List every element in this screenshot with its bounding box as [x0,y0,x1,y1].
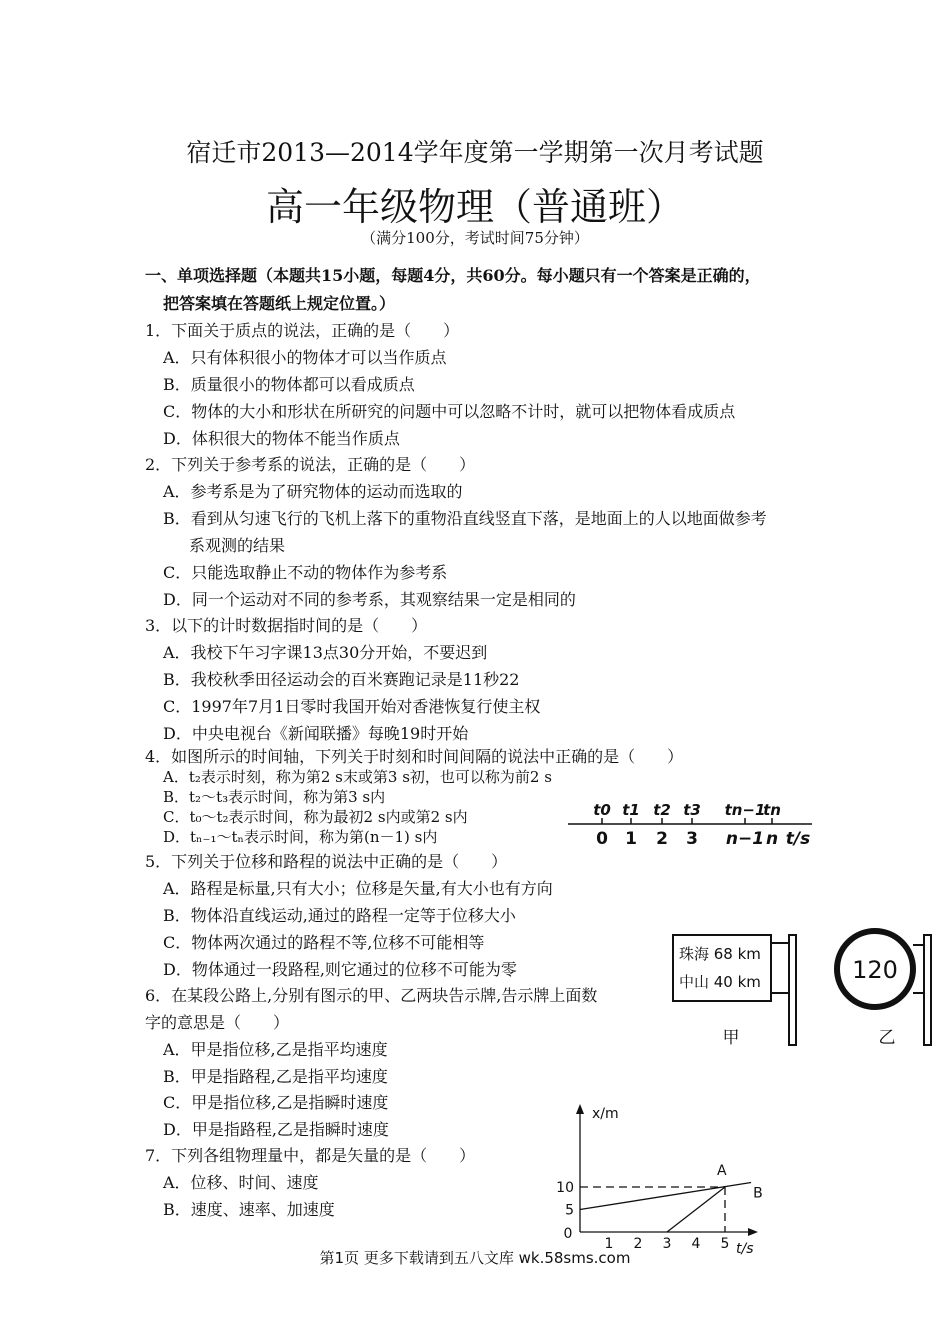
x-tick-label: 4 [691,1236,701,1252]
question-2-stem: 2．下列关于参考系的说法，正确的是（ ） [145,455,476,474]
question-1-option-a: A．只有体积很小的物体才可以当作质点 [163,348,447,367]
question-5-stem: 5．下列关于位移和路程的说法中正确的是（ ） [145,852,508,871]
timeline-top-label: tn [763,801,781,819]
y-axis-arrow [576,1104,584,1114]
question-6-stem-line2: 字的意思是（ ） [145,1013,290,1032]
sign-jia-line1: 珠海 68 km [679,945,761,963]
question-7-stem: 7．下列各组物理量中，都是矢量的是（ ） [145,1146,476,1165]
road-signs-figure [665,925,940,1055]
page-footer: 第1页 更多下载请到五八文库 wk.58sms.com [319,1249,631,1267]
timeline-top-label: t1 [622,801,640,819]
series-label-a: A [717,1163,727,1179]
question-6-option-b: B．甲是指路程,乙是指平均速度 [163,1067,388,1086]
question-4-option-c: C．t₀～t₂表示时间，称为最初2 s内或第2 s内 [163,808,468,826]
question-5-option-d: D．物体通过一段路程,则它通过的位移不可能为零 [163,960,517,979]
timeline-top-label: t3 [683,801,701,819]
exam-title: 宿迁市2013—2014学年度第一学期第一次月考试题 [186,138,764,167]
timeline-figure [560,796,820,852]
timeline-bottom-label: 1 [625,829,637,849]
timeline-bottom-label: 0 [596,829,608,849]
y-axis-label: x/m [592,1106,619,1122]
timeline-axis-unit: t/s [785,829,811,849]
question-5-option-a: A．路程是标量,只有大小；位移是矢量,有大小也有方向 [163,879,553,898]
timeline-bottom-label: n [765,829,779,849]
question-7-option-b: B．速度、速率、加速度 [163,1200,335,1219]
question-2-option-d: D．同一个运动对不同的参考系，其观察结果一定是相同的 [163,590,576,609]
question-1-option-c: C．物体的大小和形状在所研究的问题中可以忽略不计时，就可以把物体看成质点 [163,402,736,421]
sign-jia-label: 甲 [722,1028,740,1048]
timeline-top-label: t0 [593,801,611,819]
exam-subtitle: 高一年级物理（普通班） [265,185,684,229]
question-4-stem: 4．如图所示的时间轴，下列关于时刻和时间间隔的说法中正确的是（ ） [145,747,684,766]
question-1-option-d: D．体积很大的物体不能当作质点 [163,429,400,448]
y-tick-label: 5 [565,1202,574,1219]
section-heading-line1: 一、单项选择题（本题共15小题，每题4分，共60分。每小题只有一个答案是正确的， [145,266,761,285]
exam-note: （满分100分，考试时间75分钟） [361,229,589,247]
x-tick-label: 2 [633,1236,643,1252]
question-6-option-c: C．甲是指位移,乙是指瞬时速度 [163,1093,389,1112]
question-5-option-c: C．物体两次通过的路程不等,位移不可能相等 [163,933,485,952]
question-2-option-b-line2: 系观测的结果 [189,536,286,555]
sign-jia-line2: 中山 40 km [679,973,761,991]
question-7-option-a: A．位移、时间、速度 [163,1173,319,1192]
timeline-bottom-label: 3 [686,829,698,849]
question-2-option-b-line1: B．看到从匀速飞行的飞机上落下的重物沿直线竖直下落，是地面上的人以地面做参考 [163,509,767,528]
x-tick-label: 5 [720,1236,730,1252]
question-3-option-b: B．我校秋季田径运动会的百米赛跑记录是11秒22 [163,670,520,689]
sign-yi [837,931,931,1048]
timeline-bottom-label: 2 [656,829,668,849]
timeline-top-label: tn−1 [724,801,766,819]
sign-yi-value: 120 [852,956,898,984]
question-6-stem-line1: 6．在某段公路上,分别有图示的甲、乙两块告示牌,告示牌上面数 [145,986,598,1005]
sign-jia-pole [789,935,796,1045]
x-axis-label: t/s [736,1241,754,1257]
section-heading-line2: 把答案填在答题纸上规定位置。） [163,294,396,313]
origin-label: 0 [563,1226,573,1242]
question-1-option-b: B．质量很小的物体都可以看成质点 [163,375,415,394]
timeline-bottom-label: n−1 [725,829,765,849]
question-4-option-b: B．t₂～t₃表示时间，称为第3 s内 [163,788,386,806]
question-3-stem: 3．以下的计时数据指时间的是（ ） [145,616,428,635]
question-3-option-c: C．1997年7月1日零时我国开始对香港恢复行使主权 [163,697,541,716]
question-3-option-d: D．中央电视台《新闻联播》每晚19时开始 [163,724,469,743]
xt-graph [550,1098,770,1258]
sign-jia [673,935,796,1048]
sign-yi-pole [924,935,931,1045]
question-1-stem: 1．下面关于质点的说法，正确的是（ ） [145,321,460,340]
question-6-option-d: D．甲是指路程,乙是指瞬时速度 [163,1120,389,1139]
question-2-option-c: C．只能选取静止不动的物体作为参考系 [163,563,448,582]
question-4-option-d: D．tₙ₋₁～tₙ表示时间，称为第(n－1) s内 [163,828,438,846]
timeline-top-label: t2 [653,801,671,819]
question-5-option-b: B．物体沿直线运动,通过的路程一定等于位移大小 [163,906,516,925]
question-3-option-a: A．我校下午习字课13点30分开始，不要迟到 [163,643,488,662]
series-label-b: B [753,1185,763,1202]
y-tick-label: 10 [556,1180,574,1196]
question-4-option-a: A．t₂表示时刻，称为第2 s末或第3 s初，也可以称为前2 s [163,768,552,786]
question-6-option-a: A．甲是指位移,乙是指平均速度 [163,1040,388,1059]
question-2-option-a: A．参考系是为了研究物体的运动而选取的 [163,482,463,501]
sign-yi-label: 乙 [878,1028,896,1048]
x-tick-label: 1 [604,1236,614,1252]
x-tick-label: 3 [662,1236,672,1252]
x-axis-arrow [748,1228,758,1236]
